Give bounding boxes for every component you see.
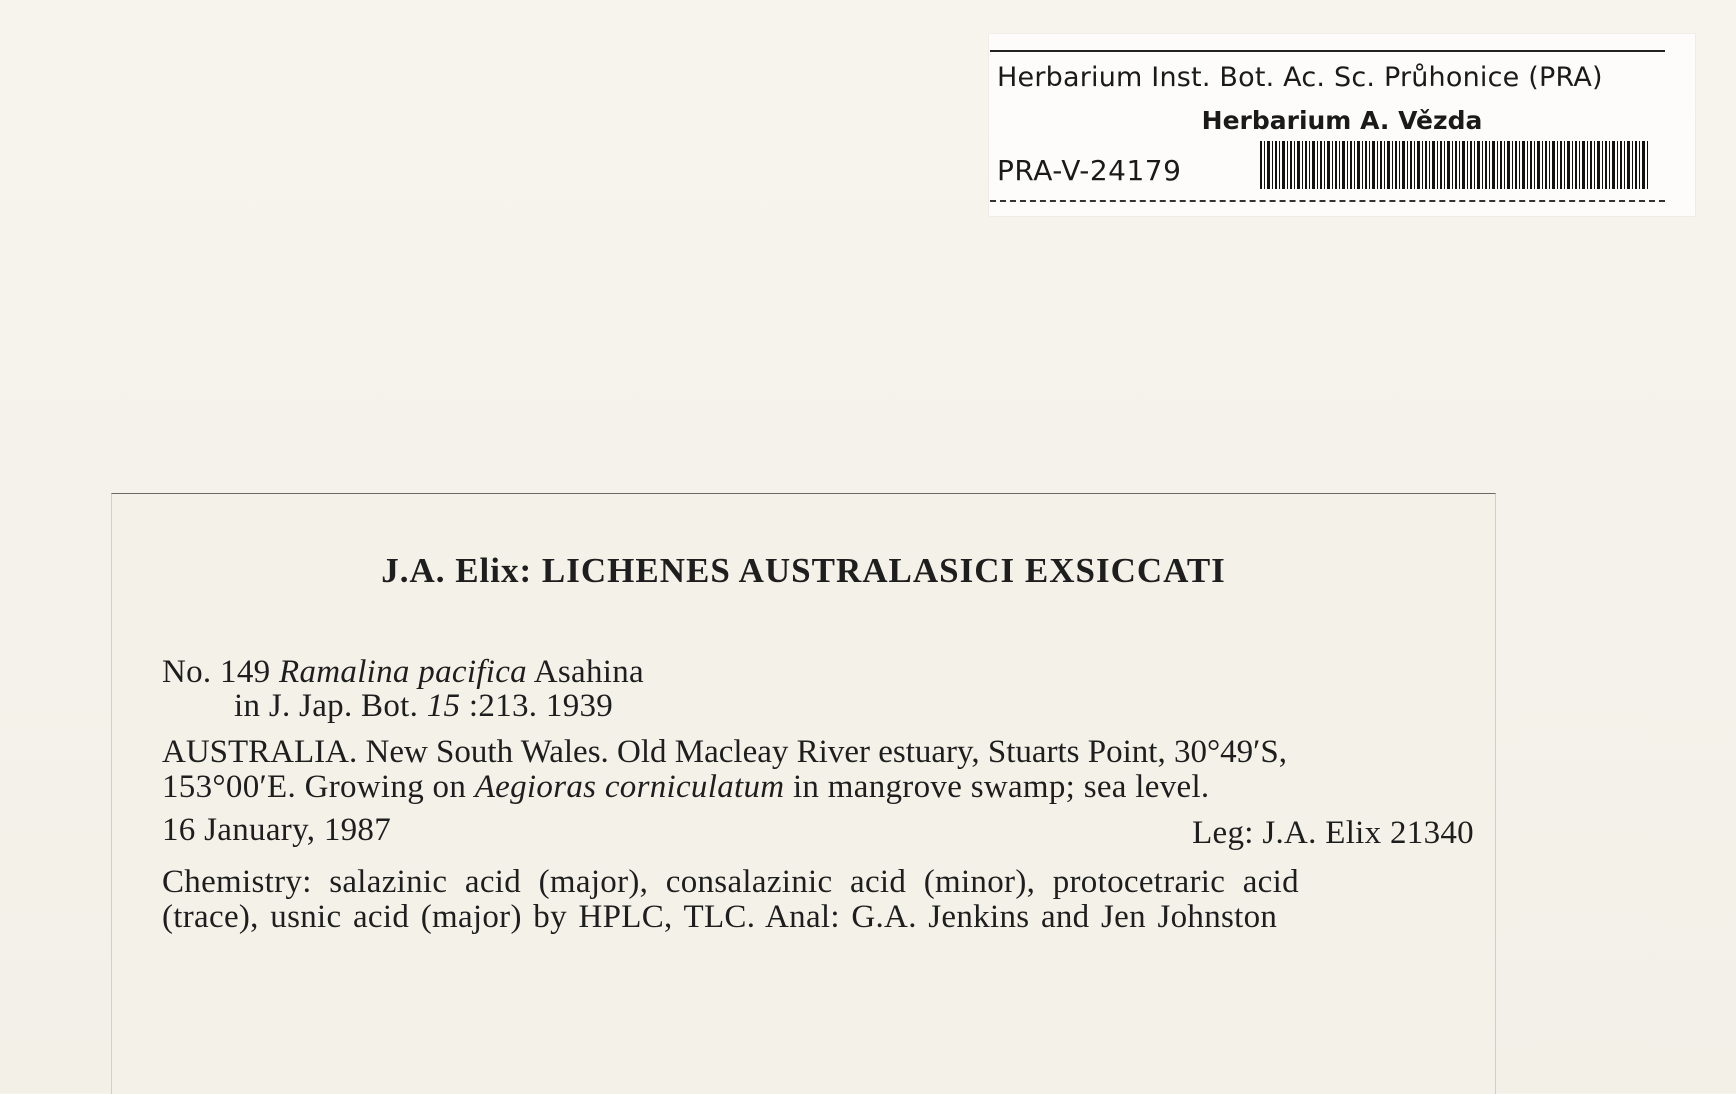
accession-number: PRA-V-24179: [997, 154, 1182, 187]
locality-line-1: AUSTRALIA. New South Wales. Old Macleay River estuary, Stuarts Point, 30°49′S,: [162, 734, 1287, 770]
habitat-text: in mangrove swamp; sea level.: [792, 769, 1210, 805]
citation-volume: 15: [426, 688, 461, 724]
specimen-number-line: [162, 654, 644, 691]
herbarium-barcode-label: [989, 34, 1695, 216]
collection-name: Herbarium A. Vězda: [1201, 106, 1483, 135]
coordinates-habitat: 153°00′E. Growing on: [162, 769, 467, 805]
citation-line: [234, 688, 613, 725]
taxon-name: Ramalina pacifica: [279, 654, 527, 690]
taxon-author: Asahina: [533, 654, 644, 690]
collection-date: 16 January, 1987: [162, 812, 392, 848]
specimen-number: No. 149: [162, 654, 271, 690]
label-bottom-rule: [990, 200, 1665, 202]
locality-line-2: [162, 769, 1209, 806]
barcode-graphic: [1260, 141, 1649, 189]
label-top-rule: [990, 50, 1665, 52]
chemistry-line-2: (trace), usnic acid (major) by HPLC, TLC. Anal: G.A. Jenkins and Jen Johnston: [162, 899, 1278, 935]
institution-name: Herbarium Inst. Bot. Ac. Sc. Průhonice (PRA): [997, 62, 1603, 93]
citation-journal: in J. Jap. Bot.: [234, 688, 419, 724]
exsiccata-label: [111, 493, 1496, 1094]
chemistry-line-1: Chemistry: salazinic acid (major), consalazinic acid (minor), protocetraric acid: [162, 864, 1299, 900]
citation-page-year: :213. 1939: [468, 688, 614, 724]
exsiccata-title: J.A. Elix: LICHENES AUSTRALASICI EXSICCATI: [381, 551, 1226, 590]
host-name: Aegioras corniculatum: [474, 769, 785, 805]
collector-leg: Leg: J.A. Elix 21340: [1192, 815, 1474, 851]
